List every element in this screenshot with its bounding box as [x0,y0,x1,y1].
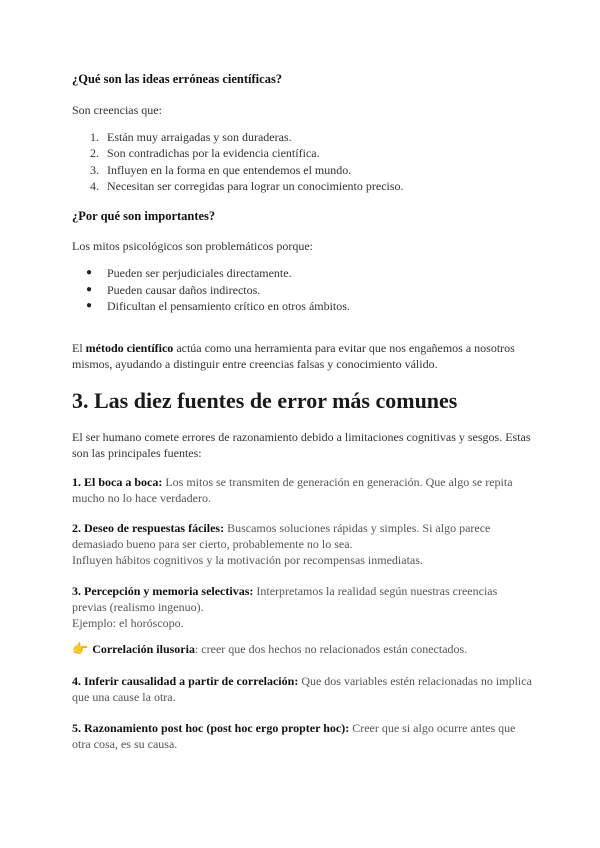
error-source-3 [72,583,532,631]
section-heading-importance: ¿Por qué son importantes? [72,209,216,223]
section-heading-misconceptions: ¿Qué son las ideas erróneas científicas? [72,72,283,86]
list-text: Pueden causar daños indirectos. [107,282,261,297]
list-text: Necesitan ser corregidas para lograr un conocimiento preciso. [107,178,404,193]
illusory-correlation-note [72,641,532,658]
list-number: 2. [90,146,99,161]
list-number: 3. [90,162,99,177]
pointing-hand-icon: 👉 [72,642,89,657]
section-intro: Son creencias que: [72,103,162,117]
source-title: 1. El boca a boca: [72,475,163,489]
list-item [72,145,404,161]
method-keyword: método científico [85,341,174,355]
list-item [72,162,404,178]
bullet-icon: ● [86,283,93,295]
source-description: Buscamos soluciones rápidas y simples. Si algo parece demasiado bueno para ser cierto, probablemente no lo sea. [72,521,491,551]
list-item [72,298,350,315]
source-description: Los mitos se transmiten de generación en generación. Que algo se repita mucho no lo hace verdadero. [72,475,513,505]
list-item [72,265,350,282]
bullet-icon: ● [86,267,93,278]
source-description: Creer que si algo ocurre antes que otra cosa, es su causa. [72,721,516,751]
error-source-1 [72,474,532,506]
numbered-list [72,129,404,194]
source-extra: Influyen hábitos cognitivos y la motivación por recompensas inmediatas. [72,553,423,567]
error-source-5 [72,720,532,752]
list-item [72,129,404,145]
list-number: 4. [90,178,99,193]
method-paragraph [72,340,532,372]
error-source-4 [72,673,532,705]
list-text: Son contradichas por la evidencia científica. [107,146,320,161]
list-item [72,178,404,194]
source-title: 5. Razonamiento post hoc (post hoc ergo propter hoc): [72,721,350,735]
source-description: Que dos variables estén relacionadas no implica que una cause la otra. [72,674,532,704]
list-text: Dificultan el pensamiento crítico en otros ámbitos. [107,299,350,313]
list-text: Están muy arraigadas y son duraderas. [107,130,292,144]
source-title: 4. Inferir causalidad a partir de correlación: [72,674,299,688]
bullet-list [72,265,350,315]
section-intro: El ser humano comete errores de razonamiento debido a limitaciones cognitivas y sesgos. Estas son las principales fuentes: [72,430,531,460]
section-intro: Los mitos psicológicos son problemáticos porque: [72,239,313,253]
bullet-icon: ● [86,300,93,311]
source-title: 2. Deseo de respuestas fáciles: [72,521,225,535]
list-text: Influyen en la forma en que entendemos el mundo. [107,162,352,177]
list-text: Pueden ser perjudiciales directamente. [107,266,292,280]
section-title-error-sources: 3. Las diez fuentes de error más comunes [72,388,458,413]
method-text-pre: El [72,341,86,355]
method-text-post: actúa como una herramienta para evitar que nos engañemos a nosotros mismos, ayudando a distinguir entre creencias falsas y conocimiento válido. [72,341,515,371]
list-number: 1. [90,130,99,144]
note-keyword: Correlación ilusoria [92,642,195,656]
list-item [72,282,350,299]
source-extra: Ejemplo: el horóscopo. [72,616,184,630]
source-title: 3. Percepción y memoria selectivas: [72,584,254,598]
source-description: Interpretamos la realidad según nuestras creencias previas (realismo ingenuo). [72,584,498,614]
note-text: : creer que dos hechos no relacionados están conectados. [194,642,468,656]
error-source-2 [72,520,532,568]
